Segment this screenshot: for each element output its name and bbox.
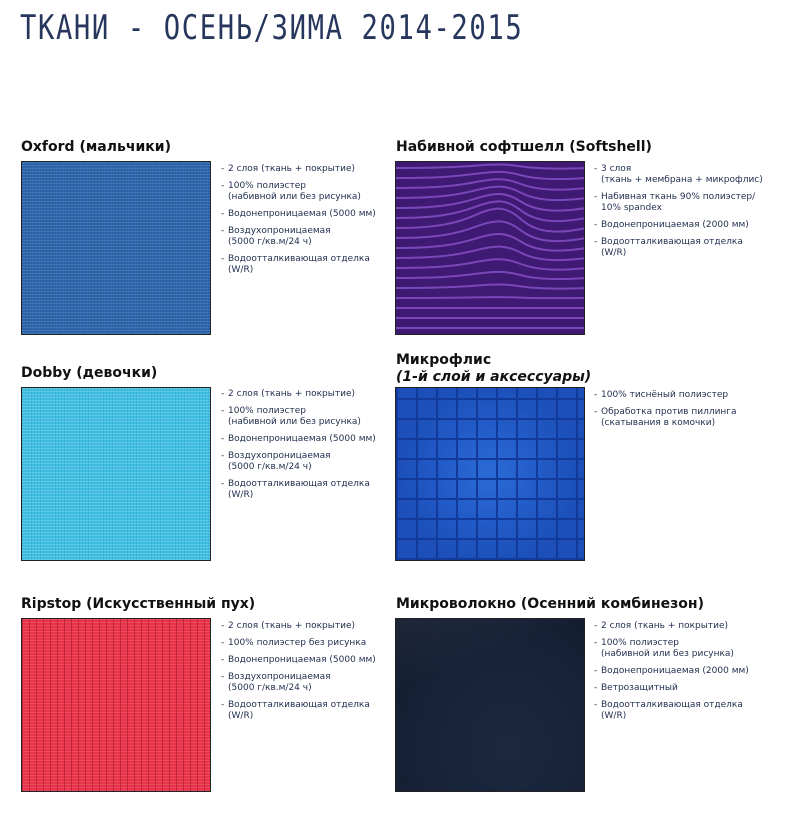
feature-item: - Ветрозащитный xyxy=(594,683,769,694)
feature-item: - Водоотталкивающая отделка (W/R) xyxy=(221,254,396,276)
microfiber-features xyxy=(594,621,769,728)
microfiber-swatch xyxy=(395,618,585,792)
feature-item: - 100% полиэстер без рисунка xyxy=(221,638,396,649)
microfleece-title-main: Микрофлис xyxy=(396,352,492,368)
microfleece-subtitle: (1-й слой и аксессуары) xyxy=(396,369,592,385)
page-title: ТКАНИ - ОСЕНЬ/ЗИМА 2014-2015 xyxy=(20,8,524,48)
softshell-title: Набивной софтшелл (Softshell) xyxy=(396,139,652,155)
oxford-features xyxy=(221,164,396,282)
softshell-wave-pattern xyxy=(396,162,585,335)
feature-item: - Водоотталкивающая отделка (W/R) xyxy=(594,237,769,259)
softshell-features xyxy=(594,164,769,265)
wave-stripe xyxy=(396,297,585,298)
ripstop-swatch xyxy=(21,618,211,792)
feature-item: - 2 слоя (ткань + покрытие) xyxy=(221,164,396,175)
feature-item: - Водонепроницаемая (2000 мм) xyxy=(594,666,769,677)
feature-item: - 2 слоя (ткань + покрытие) xyxy=(221,389,396,400)
ripstop-features xyxy=(221,621,396,728)
feature-item: - 100% полиэстер (набивной или без рисунка) xyxy=(221,181,396,203)
oxford-title: Oxford (мальчики) xyxy=(21,139,171,155)
dobby-swatch xyxy=(21,387,211,561)
feature-item: - Воздухопроницаемая (5000 г/кв.м/24 ч) xyxy=(221,672,396,694)
feature-item: - Водоотталкивающая отделка (W/R) xyxy=(221,700,396,722)
feature-item: - 100% тиснёный полиэстер xyxy=(594,390,769,401)
wave-stripe xyxy=(396,247,585,261)
feature-item: - Воздухопроницаемая (5000 г/кв.м/24 ч) xyxy=(221,226,396,248)
microfleece-title xyxy=(396,352,591,386)
feature-item: - Водонепроницаемая (5000 мм) xyxy=(221,209,396,220)
feature-item: - Водонепроницаемая (2000 мм) xyxy=(594,220,769,231)
wave-stripe xyxy=(396,272,585,279)
feature-item: - Водонепроницаемая (5000 мм) xyxy=(221,655,396,666)
feature-item: - Водоотталкивающая отделка (W/R) xyxy=(221,479,396,501)
feature-item: - Набивная ткань 90% полиэстер/ 10% spandex xyxy=(594,192,769,214)
dobby-title: Dobby (девочки) xyxy=(21,365,158,381)
oxford-swatch xyxy=(21,161,211,335)
dobby-features xyxy=(221,389,396,507)
feature-item: - 3 слоя (ткань + мембрана + микрофлис) xyxy=(594,164,769,186)
feature-item: - 2 слоя (ткань + покрытие) xyxy=(221,621,396,632)
wave-stripe xyxy=(396,164,585,168)
softshell-swatch xyxy=(395,161,585,335)
feature-item: - 2 слоя (ткань + покрытие) xyxy=(594,621,769,632)
feature-item: - Водоотталкивающая отделка (W/R) xyxy=(594,700,769,722)
feature-item: - Воздухопроницаемая (5000 г/кв.м/24 ч) xyxy=(221,451,396,473)
microfleece-features xyxy=(594,390,769,435)
feature-item: - Обработка против пиллинга (скатывания в комочки) xyxy=(594,407,769,429)
feature-item: - Водонепроницаемая (5000 мм) xyxy=(221,434,396,445)
ripstop-title: Ripstop (Искусственный пух) xyxy=(21,596,256,612)
microfleece-swatch xyxy=(395,387,585,561)
wave-stripe xyxy=(396,284,585,288)
wave-stripe xyxy=(396,172,585,179)
microfiber-title: Микроволокно (Осенний комбинезон) xyxy=(396,596,704,612)
feature-item: - 100% полиэстер (набивной или без рисунка) xyxy=(221,406,396,428)
feature-item: - 100% полиэстер (набивной или без рисунка) xyxy=(594,638,769,660)
